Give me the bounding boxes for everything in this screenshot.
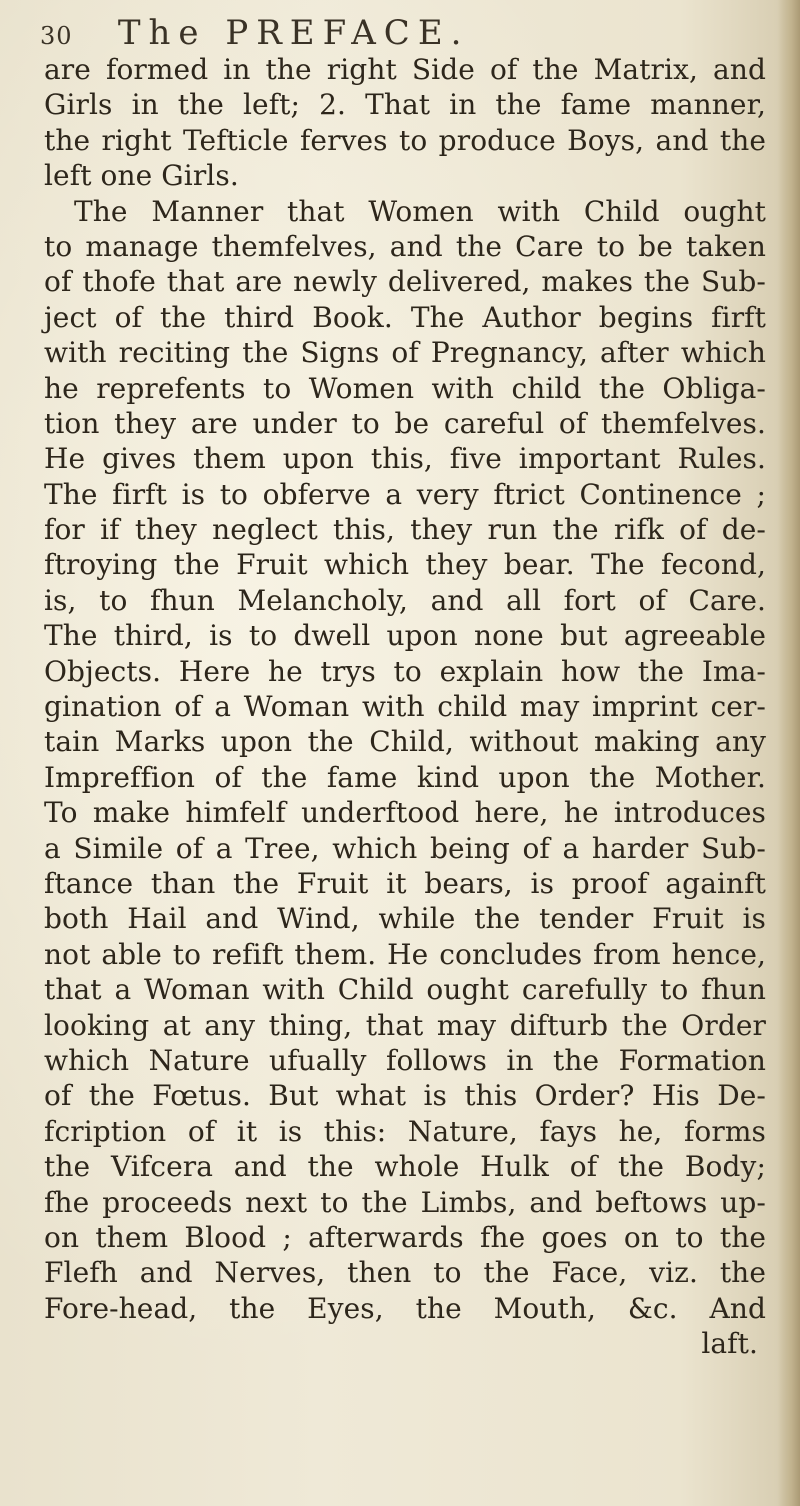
running-head: The PREFACE. <box>117 13 470 53</box>
text-line: ject of the third Book. The Author begins firft <box>44 300 766 334</box>
text-line: Objects. Here he trys to explain how the Ima- <box>44 654 766 688</box>
text-line: the Vifcera and the whole Hulk of the Body; <box>44 1150 766 1184</box>
text-line: of thofe that are newly delivered, makes the Sub- <box>44 265 766 299</box>
text-line: gination of a Woman with child may imprint cer- <box>44 690 766 724</box>
text-line: tain Marks upon the Child, without making any <box>44 725 766 759</box>
text-line: of the Fœtus. But what is this Order? His De- <box>44 1079 766 1113</box>
text-line: left one Girls. <box>44 159 239 193</box>
text-line: a Simile of a Tree, which being of a harder Sub- <box>44 831 766 865</box>
text-line: are formed in the right Side of the Matrix, and <box>44 53 766 86</box>
text-line: ftance than the Fruit it bears, is proof againft <box>44 866 766 900</box>
text-line: tion they are under to be careful of themfelves. <box>44 406 766 440</box>
text-line: The third, is to dwell upon none but agreeable <box>44 619 766 653</box>
text-line: Flefh and Nerves, then to the Face, viz. the <box>44 1256 766 1290</box>
catchword: laft. <box>701 1327 758 1361</box>
text-line: The Manner that Women with Child ought <box>74 194 766 228</box>
text-line: He gives them upon this, five important Rules. <box>44 442 766 476</box>
text-line: ftroying the Fruit which they bear. The fecond, <box>44 548 766 582</box>
text-line: which Nature ufually follows in the Formation <box>44 1043 766 1077</box>
text-line: To make himfelf underftood here, he introduces <box>44 796 766 830</box>
text-line: he reprefents to Women with child the Obliga- <box>44 371 766 405</box>
text-line: both Hail and Wind, while the tender Fruit is <box>44 902 766 936</box>
text-line: Girls in the left; 2. That in the fame manner, <box>44 88 766 122</box>
text-line: fcription of it is this: Nature, fays he, forms <box>44 1114 766 1148</box>
text-line: on them Blood ; afterwards fhe goes on to the <box>44 1220 766 1254</box>
text-line: to manage themfelves, and the Care to be taken <box>44 229 766 263</box>
text-line: Fore-head, the Eyes, the Mouth, &c. And <box>44 1291 766 1325</box>
text-line: not able to refift them. He concludes from hence, <box>44 937 766 971</box>
text-line: fhe proceeds next to the Limbs, and beftows up- <box>44 1185 766 1219</box>
text-line: is, to fhun Melancholy, and all fort of Care. <box>44 583 766 617</box>
page-gutter-shadow <box>778 0 800 1506</box>
page-number: 30 <box>40 22 73 50</box>
text-line: Impreffion of the fame kind upon the Mother. <box>44 760 766 794</box>
text-line: with reciting the Signs of Pregnancy, after which <box>44 336 766 370</box>
text-line: for if they neglect this, they run the rifk of de- <box>44 513 766 547</box>
body-text <box>44 52 766 1361</box>
text-line: The firft is to obferve a very ftrict Continence ; <box>44 477 766 511</box>
text-line: the right Tefticle ferves to produce Boys, and the <box>44 123 766 157</box>
text-line: looking at any thing, that may difturb the Order <box>44 1008 766 1042</box>
text-line: that a Woman with Child ought carefully to fhun <box>44 973 766 1007</box>
